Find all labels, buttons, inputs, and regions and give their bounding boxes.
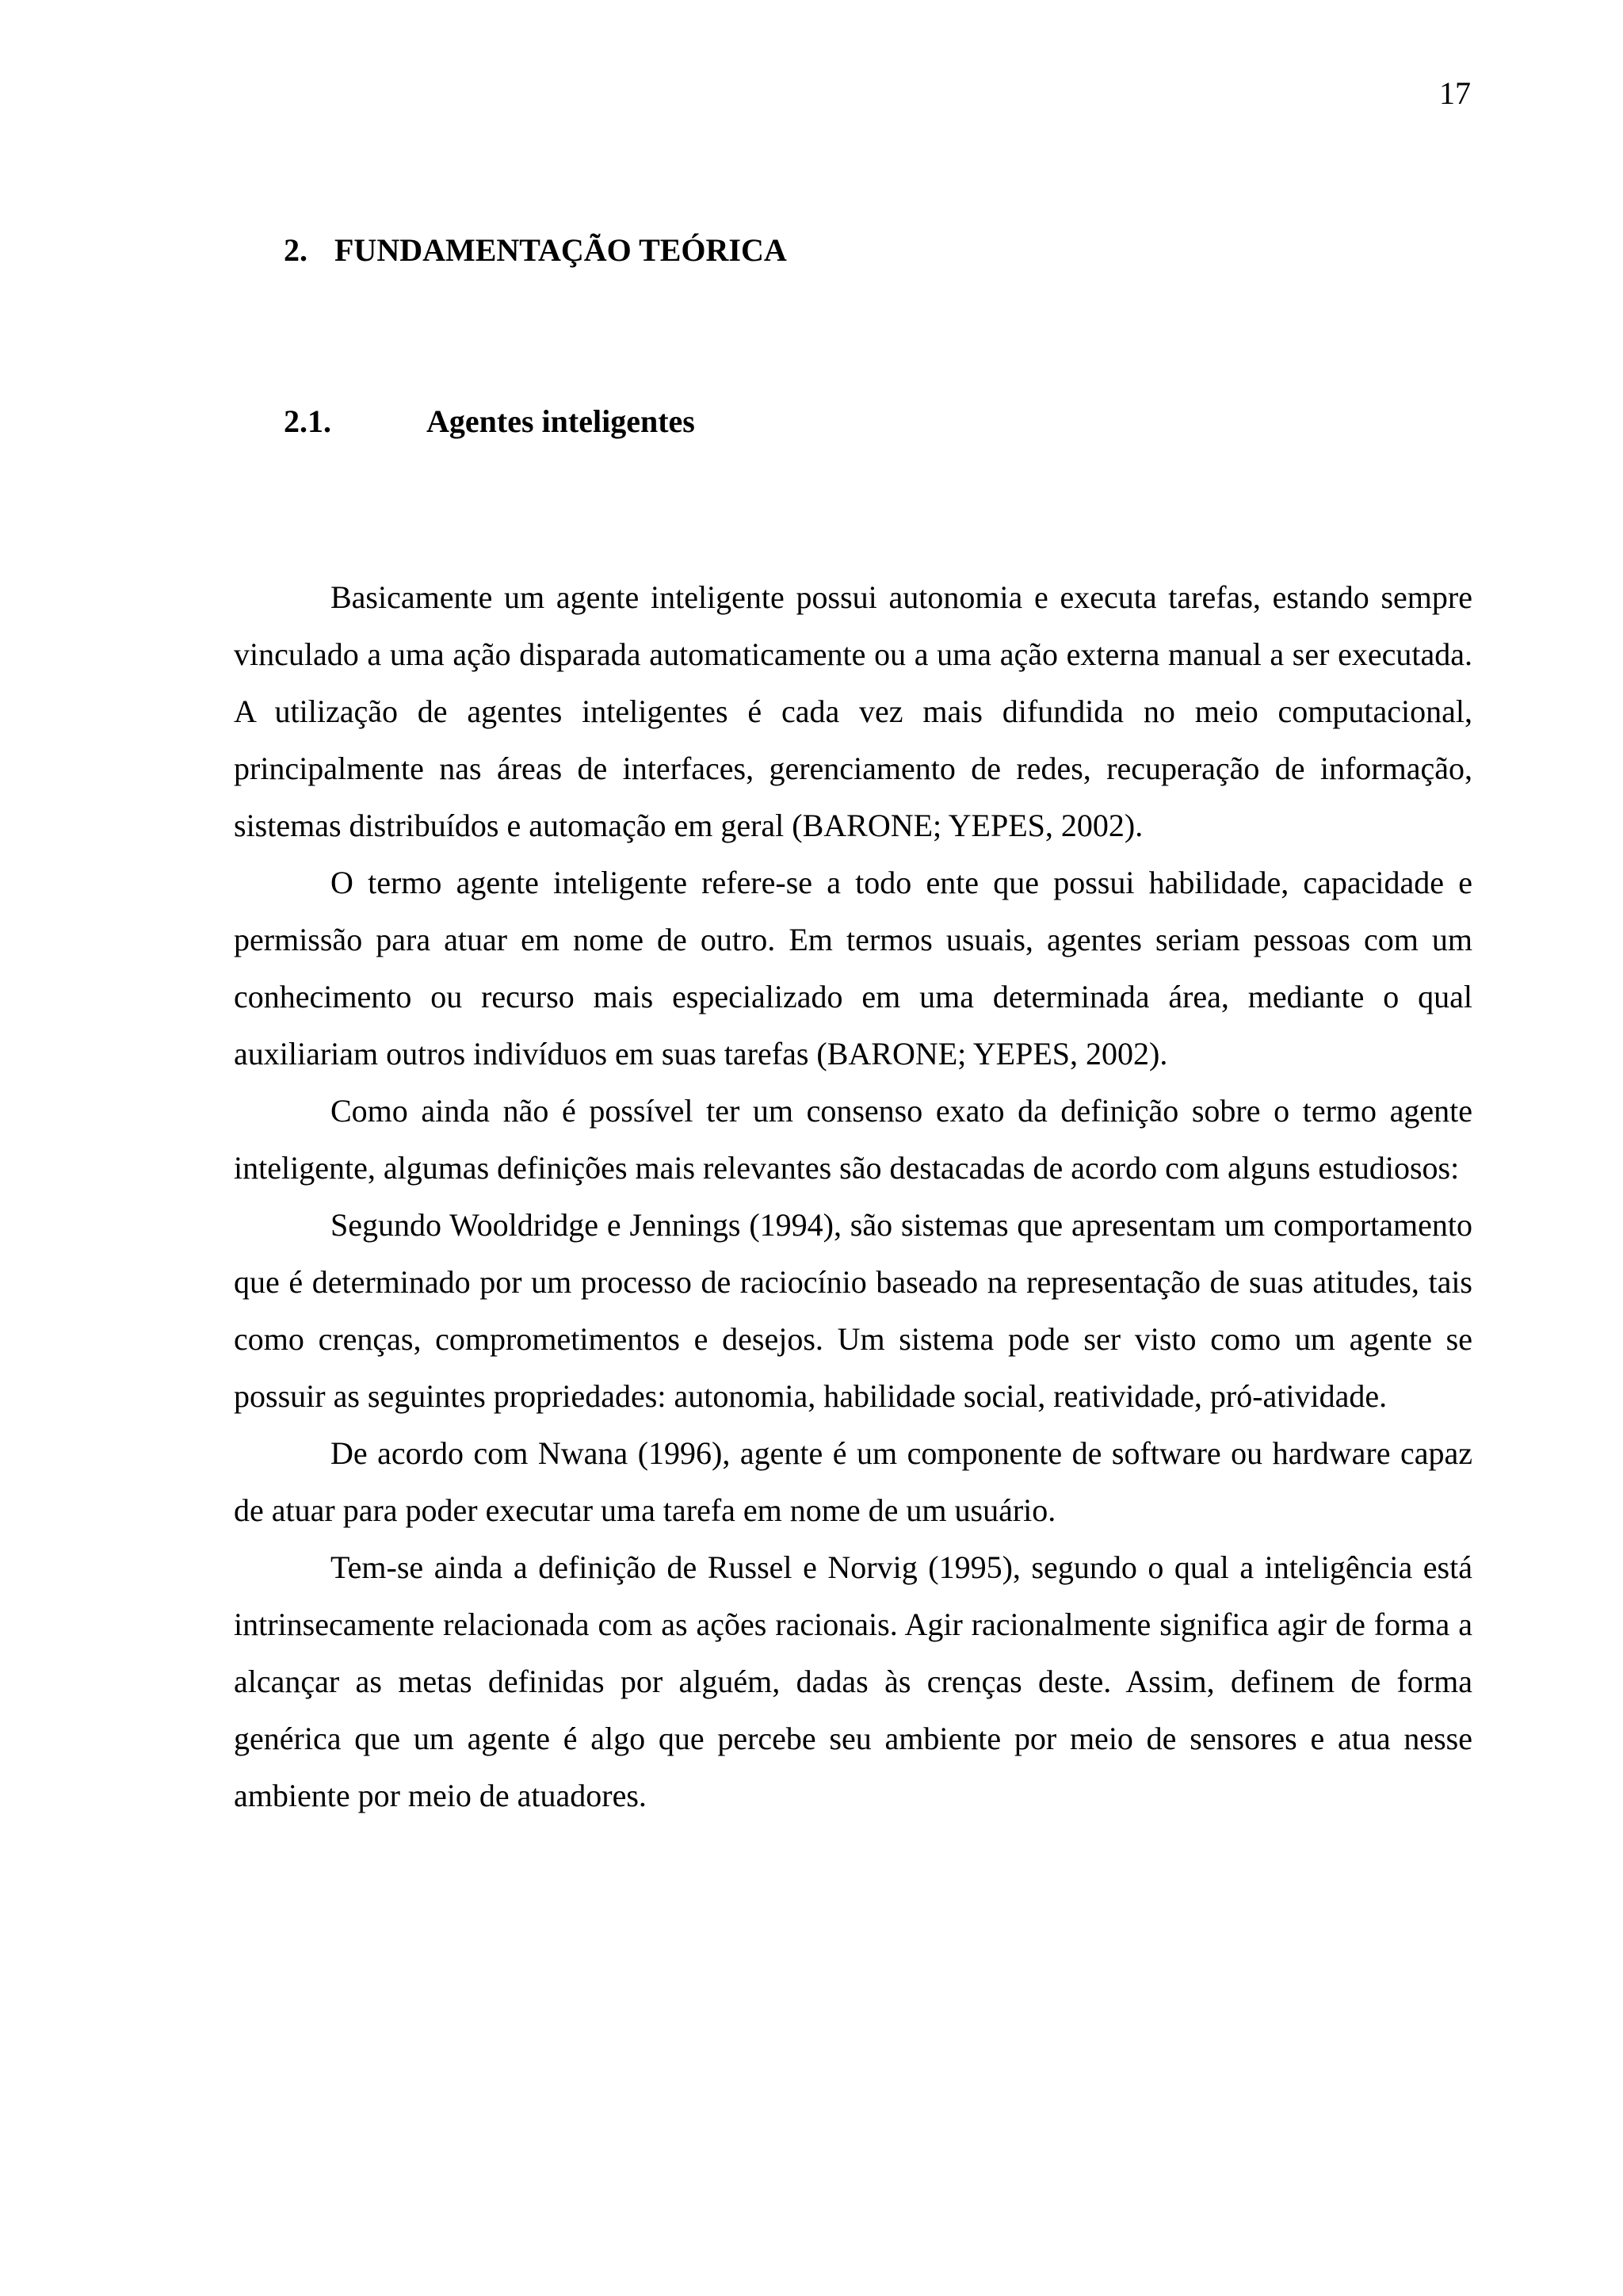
paragraph: Basicamente um agente inteligente possui autonomia e executa tarefas, estando sempre vinculado a uma ação disparada automaticamente ou a uma ação externa manual a ser executada. A utilização de agentes inteligentes é cada vez mais difundida no meio computacional, principalmente nas áreas de interfaces, gerenciamento de redes, recuperação de informação, sistemas distribuídos e automação em geral (BARONE; YEPES, 2002). — [234, 579, 1472, 843]
section-heading — [284, 403, 695, 439]
chapter-heading — [284, 232, 787, 268]
body-text — [234, 569, 1472, 1824]
chapter-number: 2. — [284, 232, 307, 268]
paragraph: Como ainda não é possível ter um consenso exato da definição sobre o termo agente inteligente, algumas definições mais relevantes são destacadas de acordo com alguns estudiosos: — [234, 1093, 1472, 1186]
page-number: 17 — [1439, 75, 1471, 111]
paragraph: Segundo Wooldridge e Jennings (1994), são sistemas que apresentam um comportamento que é determinado por um processo de raciocínio baseado na representação de suas atitudes, tais como crenças, comprometimentos e desejos. Um sistema pode ser visto como um agente se possuir as seguintes propriedades: autonomia, habilidade social, reatividade, pró-atividade. — [234, 1207, 1472, 1414]
chapter-title: FUNDAMENTAÇÃO TEÓRICA — [334, 232, 787, 268]
paragraph: O termo agente inteligente refere-se a todo ente que possui habilidade, capacidade e permissão para atuar em nome de outro. Em termos usuais, agentes seriam pessoas com um conhecimento ou recurso mais especializado em uma determinada área, mediante o qual auxiliariam outros indivíduos em suas tarefas (BARONE; YEPES, 2002). — [234, 865, 1472, 1072]
paragraph: De acordo com Nwana (1996), agente é um componente de software ou hardware capaz de atuar para poder executar uma tarefa em nome de um usuário. — [234, 1435, 1472, 1528]
paragraph: Tem-se ainda a definição de Russel e Norvig (1995), segundo o qual a inteligência está intrinsecamente relacionada com as ações racionais. Agir racionalmente significa agir de forma a alcançar as metas definidas por alguém, dadas às crenças deste. Assim, definem de forma genérica que um agente é algo que percebe seu ambiente por meio de sensores e atua nesse ambiente por meio de atuadores. — [234, 1549, 1472, 1813]
section-title: Agentes inteligentes — [426, 403, 695, 439]
section-number: 2.1. — [284, 403, 331, 439]
